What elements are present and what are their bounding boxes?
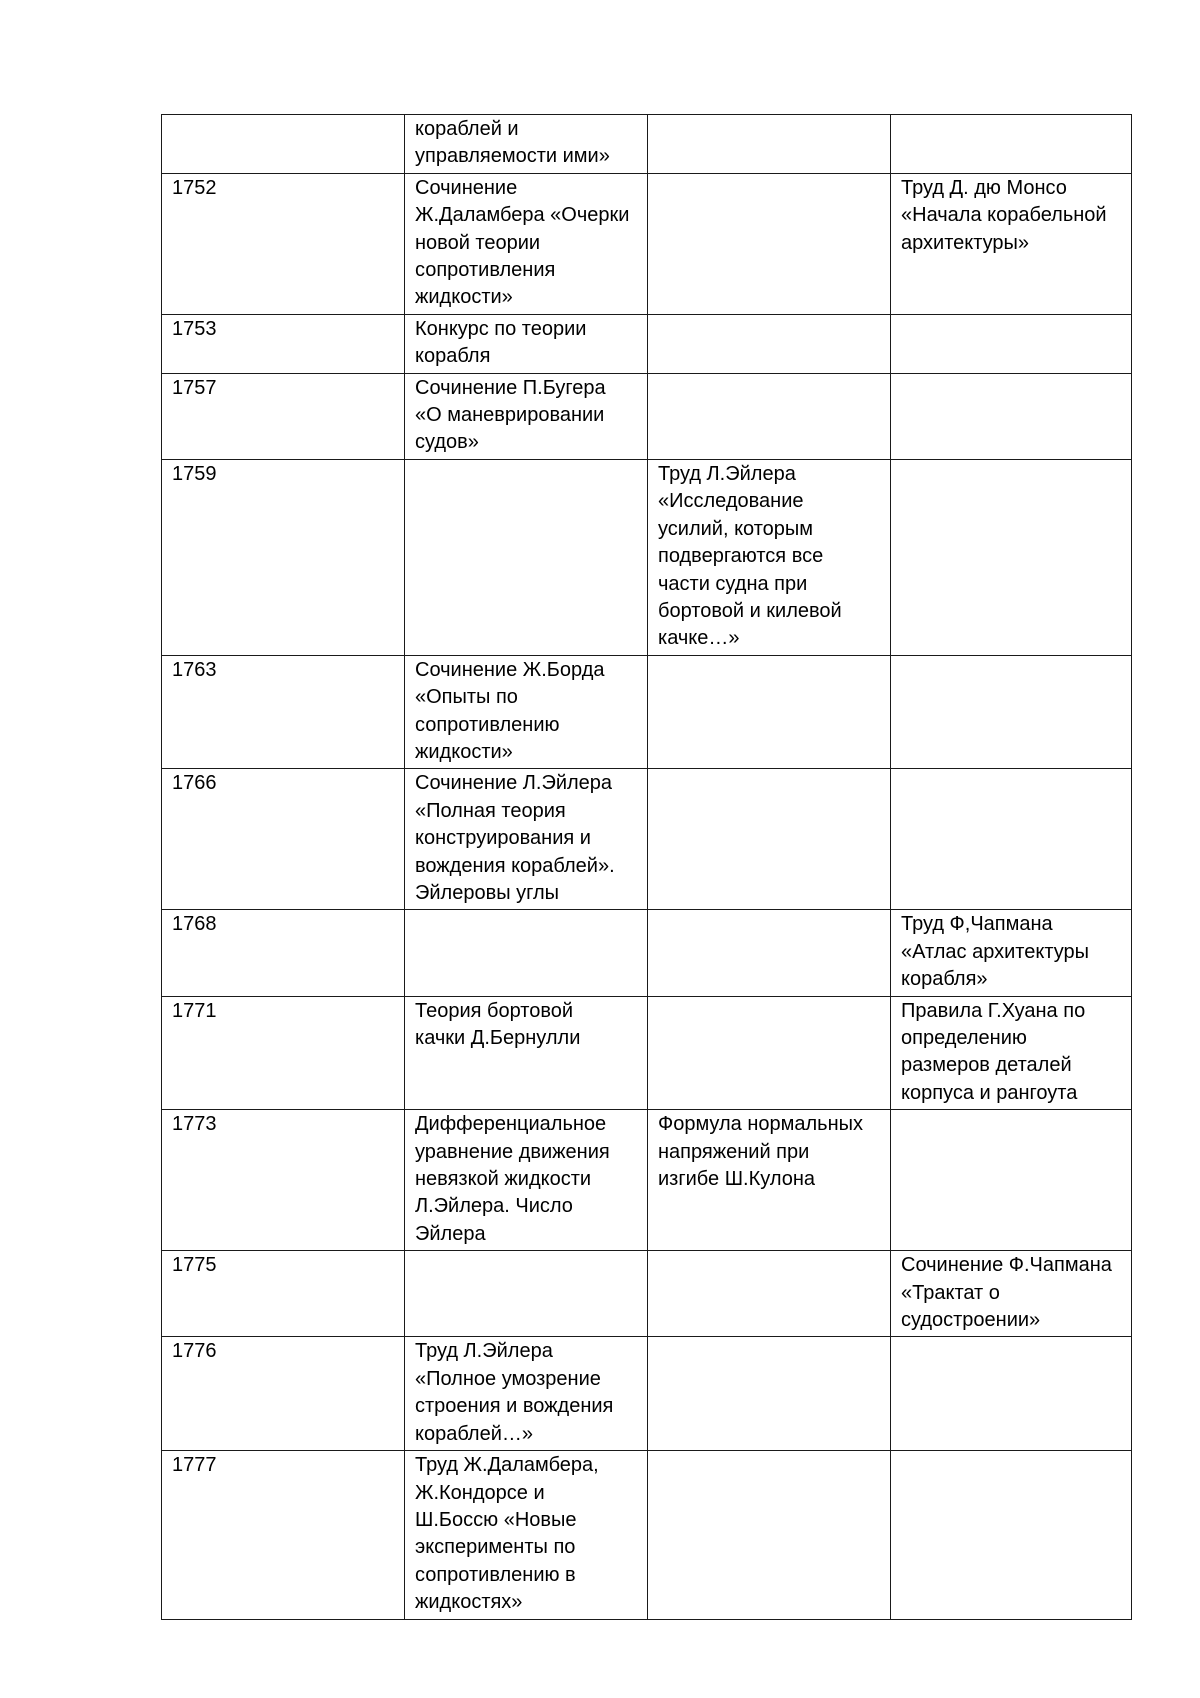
design-cell <box>891 373 1132 459</box>
design-cell: Труд Ф,Чапмана «Атлас архитектуры корабля» <box>891 910 1132 996</box>
theory-cell <box>405 459 648 655</box>
theory-cell: Конкурс по теории корабля <box>405 314 648 373</box>
table-row <box>162 769 1132 910</box>
design-cell: Правила Г.Хуана по определению размеров деталей корпуса и рангоута <box>891 996 1132 1110</box>
strength-cell: Формула нормальных напряжений при изгибе Ш.Кулона <box>648 1110 891 1251</box>
design-cell <box>891 459 1132 655</box>
history-table <box>161 114 1132 1620</box>
year-cell <box>162 115 405 174</box>
design-cell <box>891 655 1132 769</box>
year-cell: 1757 <box>162 373 405 459</box>
year-cell: 1766 <box>162 769 405 910</box>
table-row <box>162 173 1132 314</box>
table-row <box>162 314 1132 373</box>
table-row <box>162 1451 1132 1619</box>
table-row <box>162 996 1132 1110</box>
strength-cell <box>648 1251 891 1337</box>
design-cell <box>891 1110 1132 1251</box>
strength-cell: Труд Л.Эйлера «Исследование усилий, которым подвергаются все части судна при бортовой и килевой качке…» <box>648 459 891 655</box>
table-row <box>162 373 1132 459</box>
year-cell: 1775 <box>162 1251 405 1337</box>
design-cell <box>891 1451 1132 1619</box>
table-row <box>162 655 1132 769</box>
strength-cell <box>648 769 891 910</box>
theory-cell: Сочинение Ж.Борда «Опыты по сопротивлению жидкости» <box>405 655 648 769</box>
year-cell: 1771 <box>162 996 405 1110</box>
table-row <box>162 910 1132 996</box>
year-cell: 1776 <box>162 1337 405 1451</box>
table-row <box>162 459 1132 655</box>
year-cell: 1773 <box>162 1110 405 1251</box>
strength-cell <box>648 173 891 314</box>
year-cell: 1753 <box>162 314 405 373</box>
strength-cell <box>648 996 891 1110</box>
design-cell <box>891 115 1132 174</box>
strength-cell <box>648 115 891 174</box>
design-cell <box>891 769 1132 910</box>
table-row <box>162 115 1132 174</box>
design-cell <box>891 1337 1132 1451</box>
table-row <box>162 1251 1132 1337</box>
theory-cell: Сочинение Л.Эйлера «Полная теория конструирования и вождения кораблей». Эйлеровы углы <box>405 769 648 910</box>
year-cell: 1763 <box>162 655 405 769</box>
table-body <box>162 115 1132 1620</box>
design-cell: Труд Д. дю Монсо «Начала корабельной архитектуры» <box>891 173 1132 314</box>
strength-cell <box>648 1337 891 1451</box>
year-cell: 1759 <box>162 459 405 655</box>
strength-cell <box>648 910 891 996</box>
strength-cell <box>648 373 891 459</box>
theory-cell <box>405 910 648 996</box>
design-cell: Сочинение Ф.Чапмана «Трактат о судостроении» <box>891 1251 1132 1337</box>
theory-cell: Труд Ж.Даламбера, Ж.Кондорсе и Ш.Боссю «Новые эксперименты по сопротивлению в жидкостях» <box>405 1451 648 1619</box>
document-page <box>0 0 1200 1698</box>
table-row <box>162 1337 1132 1451</box>
year-cell: 1777 <box>162 1451 405 1619</box>
design-cell <box>891 314 1132 373</box>
strength-cell <box>648 655 891 769</box>
strength-cell <box>648 1451 891 1619</box>
theory-cell <box>405 1251 648 1337</box>
theory-cell: Сочинение П.Бугера «О маневрировании судов» <box>405 373 648 459</box>
year-cell: 1768 <box>162 910 405 996</box>
theory-cell: Труд Л.Эйлера «Полное умозрение строения и вождения кораблей…» <box>405 1337 648 1451</box>
table-row <box>162 1110 1132 1251</box>
theory-cell: Сочинение Ж.Даламбера «Очерки новой теории сопротивления жидкости» <box>405 173 648 314</box>
theory-cell: Теория бортовой качки Д.Бернулли <box>405 996 648 1110</box>
year-cell: 1752 <box>162 173 405 314</box>
strength-cell <box>648 314 891 373</box>
theory-cell: кораблей и управляемости ими» <box>405 115 648 174</box>
theory-cell: Дифференциальное уравнение движения невязкой жидкости Л.Эйлера. Число Эйлера <box>405 1110 648 1251</box>
